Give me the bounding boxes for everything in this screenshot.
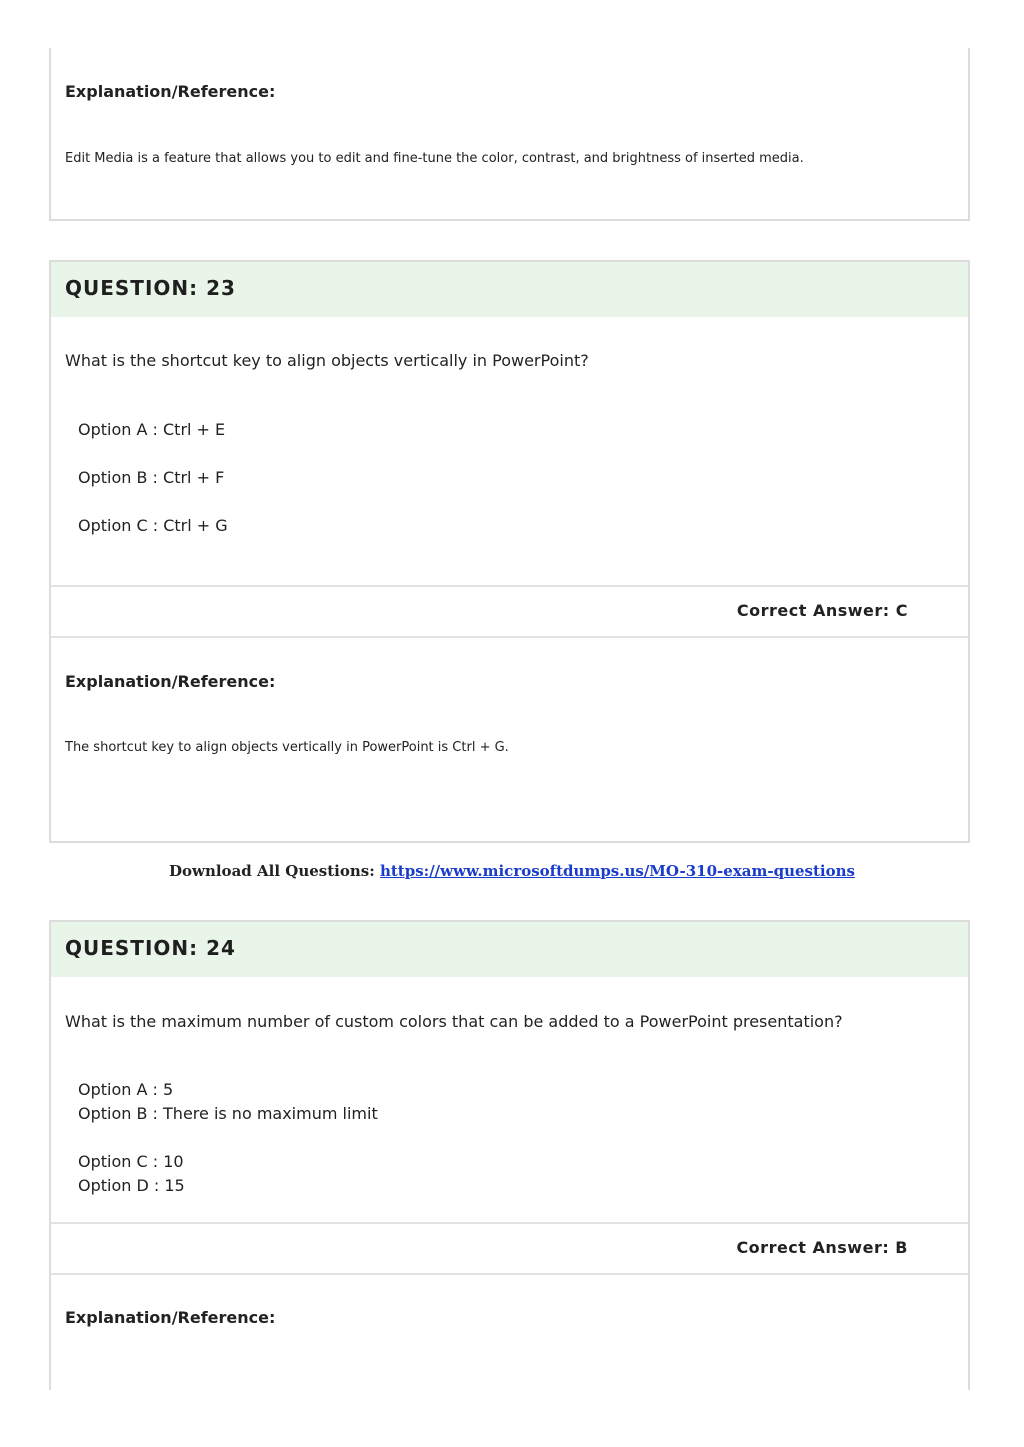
option-d: Option D : 15 xyxy=(78,1176,185,1195)
question-card-23 xyxy=(49,260,970,843)
explanation-text: The shortcut key to align objects vertically in PowerPoint is Ctrl + G. xyxy=(65,740,509,755)
download-line xyxy=(0,862,1024,880)
download-label: Download All Questions: xyxy=(169,862,380,880)
question-card-24 xyxy=(49,920,970,1390)
question-header xyxy=(51,922,968,977)
explanation-title: Explanation/Reference: xyxy=(65,82,276,101)
option-c: Option C : Ctrl + G xyxy=(78,516,228,535)
explanation-title: Explanation/Reference: xyxy=(65,672,276,691)
divider xyxy=(51,636,968,638)
explanation-title: Explanation/Reference: xyxy=(65,1308,276,1327)
question-title: QUESTION: 23 xyxy=(65,276,236,300)
option-b: Option B : There is no maximum limit xyxy=(78,1104,378,1123)
question-text: What is the maximum number of custom colors that can be added to a PowerPoint presentation? xyxy=(65,1012,843,1031)
correct-answer: Correct Answer: C xyxy=(736,601,908,620)
divider xyxy=(51,1222,968,1224)
question-title: QUESTION: 24 xyxy=(65,936,236,960)
explanation-panel-q22 xyxy=(49,48,970,221)
option-a: Option A : Ctrl + E xyxy=(78,420,226,439)
question-header xyxy=(51,262,968,317)
divider xyxy=(51,585,968,587)
correct-answer: Correct Answer: B xyxy=(736,1238,908,1257)
option-c: Option C : 10 xyxy=(78,1152,184,1171)
option-b: Option B : Ctrl + F xyxy=(78,468,225,487)
download-link[interactable]: https://www.microsoftdumps.us/MO-310-exam-questions xyxy=(379,862,855,880)
question-text: What is the shortcut key to align objects vertically in PowerPoint? xyxy=(65,351,589,370)
divider xyxy=(51,1273,968,1275)
explanation-text: Edit Media is a feature that allows you to edit and fine-tune the color, contrast, and brightness of inserted media. xyxy=(65,151,804,166)
option-a: Option A : 5 xyxy=(78,1080,174,1099)
